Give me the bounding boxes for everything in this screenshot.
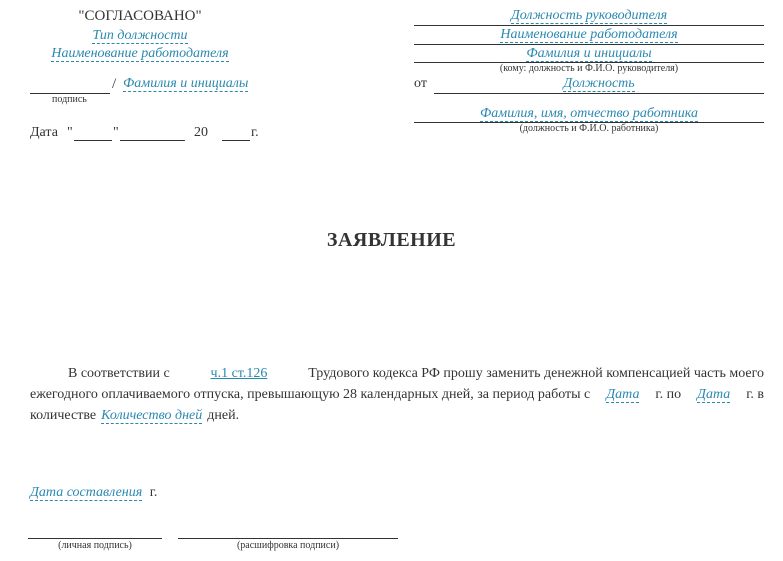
addressee-line-2	[414, 44, 764, 45]
approval-employer-field[interactable]: Наименование работодателя	[51, 46, 229, 61]
manager-position-field[interactable]: Должность руководителя	[510, 8, 668, 23]
body-line-3	[30, 405, 239, 426]
body-line-3-end: дней.	[207, 408, 240, 423]
to-caption: (кому: должность и Ф.И.О. руководителя)	[499, 63, 679, 74]
compile-year-suffix: г.	[149, 485, 158, 500]
body-line-1-start: В соответствии с	[68, 366, 170, 381]
body-line-2	[30, 384, 764, 405]
addressee-line-4	[434, 93, 764, 94]
year-suffix: г.	[251, 125, 259, 140]
signature-caption: подпись	[52, 94, 87, 105]
body-line-2-mid: г. по	[655, 387, 682, 402]
personal-signature-line[interactable]	[28, 538, 162, 539]
body-line-1-end: Трудового кодекса РФ прошу заменить денежной компенсацией часть моего	[308, 366, 764, 381]
body-line-3-start: количестве	[30, 408, 97, 423]
date-quote-open: "	[67, 125, 73, 140]
addressee-employer-field[interactable]: Наименование работодателя	[500, 27, 678, 42]
addressee-line-1	[414, 25, 764, 26]
document-title: ЗАЯВЛЕНИЕ	[326, 229, 457, 251]
date-from-field[interactable]: Дата	[606, 387, 640, 402]
addressee-name-field[interactable]: Фамилия и инициалы	[526, 46, 652, 61]
date-quote-close: "	[113, 125, 119, 140]
slash-separator: /	[112, 76, 117, 92]
position-type-field[interactable]: Тип должности	[92, 28, 188, 43]
body-line-1	[30, 363, 764, 384]
year-prefix: 20	[194, 125, 208, 140]
year-line[interactable]	[222, 140, 250, 141]
compile-date-field[interactable]: Дата составления	[30, 485, 143, 500]
days-count-field[interactable]: Количество дней	[101, 408, 203, 423]
from-caption: (должность и Ф.И.О. работника)	[519, 123, 659, 134]
article-link[interactable]: ч.1 ст.126	[210, 366, 268, 381]
approval-name-field[interactable]: Фамилия и инициалы	[123, 76, 249, 91]
date-to-field[interactable]: Дата	[697, 387, 731, 402]
personal-signature-caption: (личная подпись)	[58, 540, 132, 551]
employee-full-name-field[interactable]: Фамилия, имя, отчество работника	[480, 106, 698, 121]
day-line[interactable]	[74, 140, 112, 141]
signature-decoding-line[interactable]	[178, 538, 398, 539]
approval-title: "СОГЛАСОВАНО"	[78, 8, 202, 24]
month-line[interactable]	[120, 140, 185, 141]
body-line-2-end: г. в	[746, 387, 764, 402]
employee-position-field[interactable]: Должность	[563, 76, 635, 91]
from-label: от	[414, 76, 427, 91]
body-line-2-start: ежегодного оплачиваемого отпуска, превышающую 28 календарных дней, за период работы с	[30, 387, 591, 402]
signature-decoding-caption: (расшифровка подписи)	[236, 540, 340, 551]
date-label: Дата	[30, 125, 58, 140]
